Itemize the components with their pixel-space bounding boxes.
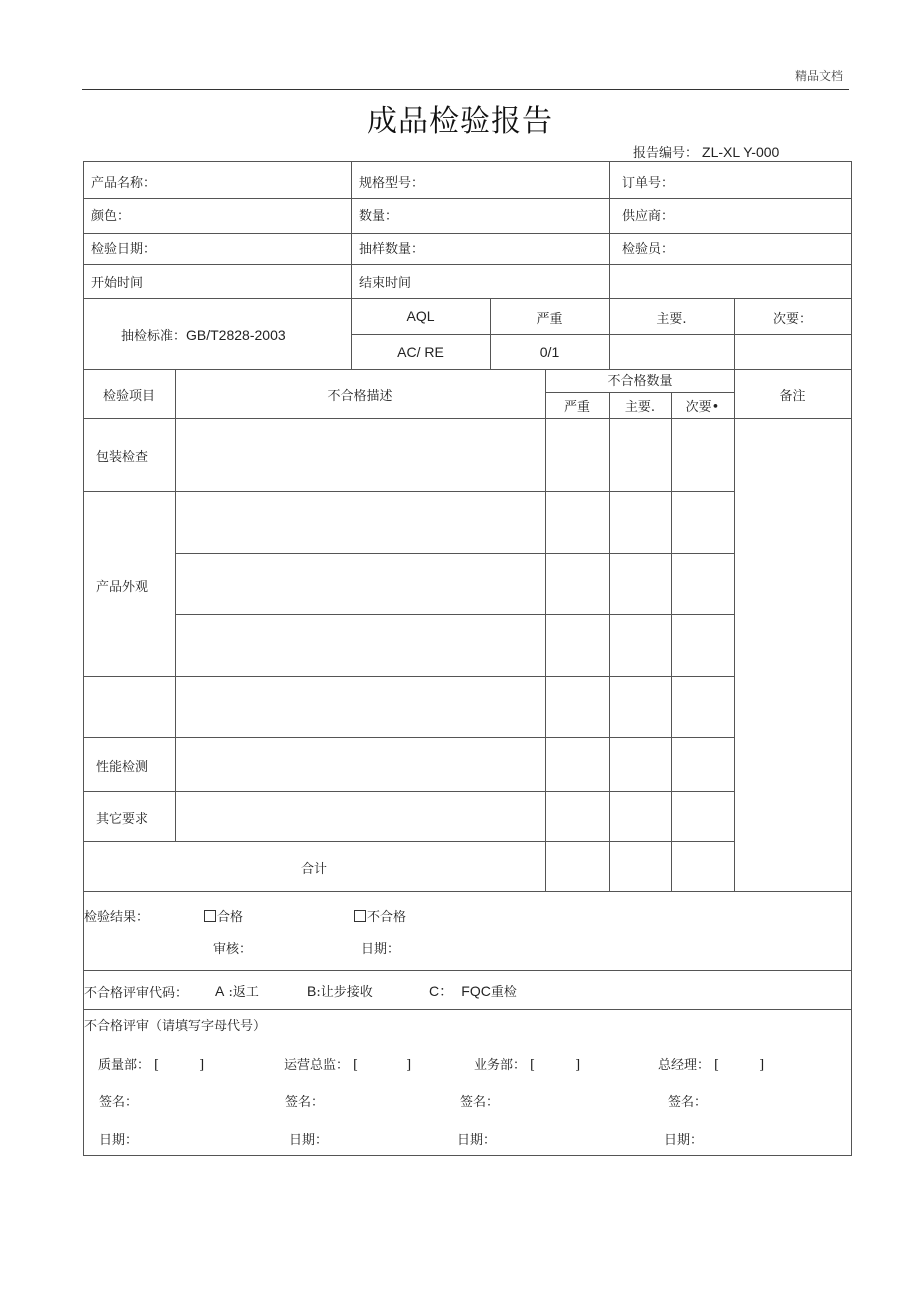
row-packaging: 包装检查	[96, 450, 149, 465]
col-remark-header: 备注	[779, 389, 806, 404]
result-fail-label: 不合格	[367, 910, 407, 925]
codes-label: 不合格评审代码：	[84, 986, 189, 1001]
report-number-label: 报告编号：	[633, 146, 699, 161]
inspect-date-label: 检验日期：	[91, 242, 157, 257]
result-pass-label: 合格	[217, 910, 244, 925]
code-a-text: :返工	[228, 985, 259, 1000]
report-number-value: ZL-XL Y-000	[702, 144, 780, 160]
aql-label: AQL	[406, 308, 435, 324]
review-quality-close: ]	[199, 1058, 205, 1073]
review-ops-label: 运营总监：	[284, 1058, 350, 1073]
inspector-label: 检验员：	[622, 242, 675, 257]
header-rule	[82, 89, 849, 90]
acre-label: AC/ RE	[397, 344, 444, 360]
result-date-label: 日期：	[361, 942, 401, 957]
row-total: 合计	[300, 862, 327, 877]
color-label: 颜色：	[91, 209, 131, 224]
review-quality	[98, 1054, 204, 1073]
sign-ops: 签名：	[285, 1095, 325, 1110]
date-sales: 日期：	[457, 1133, 497, 1148]
row-performance: 性能检测	[96, 760, 149, 775]
code-a-key: A	[215, 983, 225, 999]
sign-sales: 签名：	[460, 1095, 500, 1110]
review-sales-label: 业务部：	[474, 1058, 527, 1073]
acre-critical-value: 0/1	[539, 344, 560, 360]
code-b-key: B	[307, 983, 317, 999]
sampling-standard-value: GB/T2828-2003	[186, 327, 286, 343]
pass-checkbox-icon[interactable]	[204, 910, 216, 922]
aql-major-label: 主要.	[656, 312, 687, 327]
sub-minor-header: 次要•	[685, 400, 720, 415]
code-c	[429, 981, 517, 1001]
review-gm-label: 总经理：	[658, 1058, 711, 1073]
row-appearance: 产品外观	[96, 580, 149, 595]
end-time-label: 结束时间	[359, 276, 412, 291]
code-c-suffix: 重检	[490, 985, 517, 1000]
date-gm: 日期：	[664, 1133, 704, 1148]
review-title: 不合格评审（请填写字母代号）	[84, 1019, 267, 1034]
header-tag: 精品文档	[794, 69, 843, 83]
col-defect-qty-header: 不合格数量	[607, 374, 673, 389]
review-gm-open: [	[714, 1058, 720, 1073]
order-no-label: 订单号：	[622, 176, 675, 191]
code-a	[215, 981, 259, 1000]
result-pass-option[interactable]	[204, 906, 243, 925]
review-quality-open: [	[154, 1058, 160, 1073]
review-sales-open: [	[530, 1058, 536, 1073]
sampling-standard	[121, 325, 286, 344]
sampling-standard-label: 抽检标准：	[121, 329, 187, 344]
sub-major-header: 主要.	[624, 400, 656, 415]
supplier-label: 供应商：	[622, 209, 675, 224]
review-sales-close: ]	[575, 1058, 581, 1073]
quantity-label: 数量：	[359, 209, 399, 224]
start-time-label: 开始时间	[91, 276, 144, 291]
code-b-text: :让步接收	[316, 985, 373, 1000]
product-name-label: 产品名称：	[91, 176, 157, 191]
spec-model-label: 规格型号：	[359, 176, 425, 191]
sign-quality: 签名：	[99, 1095, 139, 1110]
result-label: 检验结果：	[84, 910, 150, 925]
aql-critical-label: 严重	[536, 312, 563, 327]
review-quality-label: 质量部：	[98, 1058, 151, 1073]
code-c-key: C：	[429, 983, 454, 999]
code-b	[307, 981, 373, 1000]
sign-gm: 签名：	[668, 1095, 708, 1110]
fail-checkbox-icon[interactable]	[354, 910, 366, 922]
review-gm-close: ]	[759, 1058, 765, 1073]
result-review-label: 审核：	[213, 942, 253, 957]
report-number	[633, 142, 779, 161]
date-ops: 日期：	[289, 1133, 329, 1148]
sample-qty-label: 抽样数量：	[359, 242, 425, 257]
col-desc-header: 不合格描述	[327, 389, 393, 404]
review-ops-open: [	[353, 1058, 359, 1073]
page-title: 成品检验报告	[367, 104, 553, 139]
code-c-text: FQC	[461, 983, 491, 999]
review-gm	[658, 1054, 764, 1073]
date-quality: 日期：	[99, 1133, 139, 1148]
result-fail-option[interactable]	[354, 906, 406, 925]
aql-minor-label: 次要：	[772, 312, 812, 327]
review-ops-close: ]	[406, 1058, 412, 1073]
row-other: 其它要求	[96, 812, 149, 827]
review-sales	[474, 1054, 580, 1073]
sub-critical-header: 严重	[563, 400, 590, 415]
col-item-header: 检验项目	[102, 389, 155, 404]
review-ops	[284, 1054, 411, 1073]
